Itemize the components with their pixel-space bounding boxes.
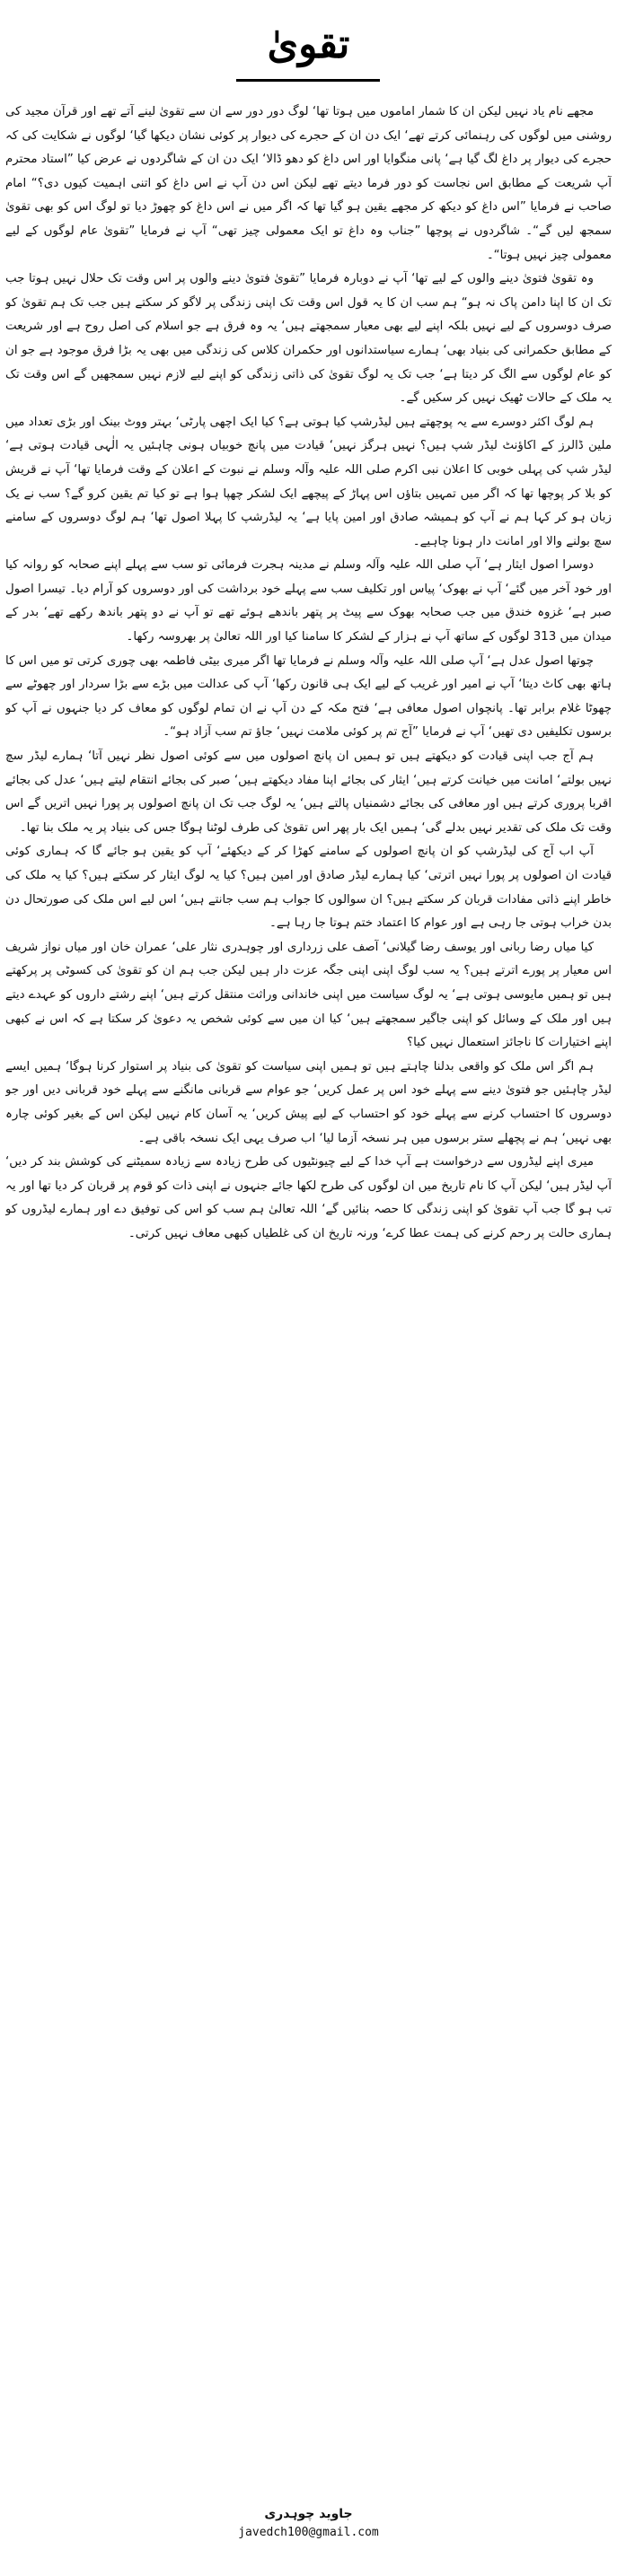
paragraph: مجھے نام یاد نہیں لیکن ان کا شمار اماموں میں ہوتا تھا‘ لوگ دور دور سے ان سے تقویٰ لینے آتے تھے اور قرآن مجید کی روشنی میں لوگوں کی رہنمائی کرتے تھے‘ ایک دن ان کے حجرے کی دیوار پر کوئی نشان دیکھا گیا‘ لوگوں نے شکایت کی کہ حجرے کی دیوار پر داغ لگ گیا ہے‘ پانی منگوایا اور اس داغ کو دھو ڈالا‘ ایک دن ان کے شاگردوں نے عرض کیا ”استاد محترم آپ شریعت کے مطابق اس نجاست کو دور فرما دیتے تھے لیکن اس دن آپ نے اس داغ کو اتنی اہمیت کیوں دی؟“ امام صاحب نے فرمایا ”اس داغ کو دیکھ کر مجھے یقین ہو گیا تھا کہ اگر میں نے اس داغ کو چھوڑ دیا تو لوگ اس کو بھی تقویٰ سمجھ لیں گے“۔ شاگردوں نے پوچھا ”جناب وہ داغ تو ایک معمولی چیز تھی“ آپ نے فرمایا ”تقویٰ عام لوگوں کے لیے معمولی چیز نہیں ہوتا“۔ [5, 105, 612, 262]
paragraph: چوتھا اصول عدل ہے‘ آپ صلی اللہ علیہ وآلہ وسلم نے فرمایا تھا اگر میری بیٹی فاطمہ بھی چوری کرتی تو میں اس کا ہاتھ بھی کاٹ دیتا‘ آپ نے امیر اور غریب کے لیے ایک ہی قانون رکھا‘ آپ کی عدالت میں بڑے سے بڑا سردار اور چھوٹے سے چھوٹا غلام برابر تھا۔ پانچواں اصول معافی ہے‘ فتح مکہ کے دن آپ نے ان تمام لوگوں کو معاف کر دیا جنہوں نے آپ کو برسوں تکلیفیں دی تھیں‘ آپ نے فرمایا ”آج تم پر کوئی ملامت نہیں‘ جاؤ تم سب آزاد ہو“۔ [5, 653, 612, 740]
author-name: جاوید چوہدری [264, 2507, 353, 2521]
paragraph: ہم آج جب اپنی قیادت کو دیکھتے ہیں تو ہمیں ان پانچ اصولوں میں سے کوئی اصول نظر نہیں آتا‘ ہمارے لیڈر سچ نہیں بولتے‘ امانت میں خیانت کرتے ہیں‘ ایثار کی بجائے اپنا مفاد دیکھتے ہیں‘ صبر کی بجائے انتقام لیتے ہیں‘ عدل کی بجائے اقربا پروری کرتے ہیں اور معافی کی بجائے دشمنیاں پالتے ہیں‘ یہ لوگ جب تک ان پانچ اصولوں پر پورا نہیں اتریں گے اس وقت تک ملک کی تقدیر نہیں بدلے گی‘ ہمیں ایک بار پھر اس تقویٰ کی طرف لوٹنا ہوگا جس کی بنیاد پر یہ ملک بنا تھا۔ [5, 749, 612, 835]
paragraph: آپ اب آج کی لیڈرشپ کو ان پانچ اصولوں کے سامنے کھڑا کر کے دیکھئے‘ آپ کو یقین ہو جائے گا کہ ہماری کوئی قیادت ان اصولوں پر پورا نہیں اترتی‘ کیا ہمارے لیڈر صادق اور امین ہیں؟ کیا یہ لوگ ایثار کر سکتے ہیں؟ کیا یہ ملک کی خاطر اپنے ذاتی مفادات قربان کر سکتے ہیں؟ ان سوالوں کا جواب ہم سب جانتے ہیں‘ اس لیے اس ملک کی صورتحال دن بدن خراب ہوتی جا رہی ہے اور عوام کا اعتماد ختم ہوتا جا رہا ہے۔ [5, 845, 612, 931]
article-title: تقویٰ [267, 22, 350, 67]
paragraph: دوسرا اصول ایثار ہے‘ آپ صلی اللہ علیہ وآلہ وسلم نے مدینہ ہجرت فرمائی تو سب سے پہلے اپنے صحابہ کو روانہ کیا اور خود آخر میں گئے‘ آپ نے بھوک‘ پیاس اور تکلیف سب سے پہلے خود برداشت کی اور دوسروں کو آرام دیا۔ تیسرا اصول صبر ہے‘ غزوہ خندق میں جب صحابہ بھوک سے پیٹ پر پتھر باندھے ہوئے تھے تو آپ نے دو پتھر باندھ رکھے تھے‘ بدر کے میدان میں 313 لوگوں کے ساتھ آپ نے ہزار کے لشکر کا سامنا کیا اور اللہ تعالیٰ پر بھروسہ رکھا۔ [5, 558, 612, 644]
author-email: javedch100@gmail.com [238, 2526, 379, 2539]
article-body [5, 101, 612, 2452]
paragraph: ہم لوگ اکثر دوسرے سے یہ پوچھتے ہیں لیڈرشپ کیا ہوتی ہے؟ کیا ایک اچھی پارٹی‘ بہتر ووٹ بینک اور بڑی تعداد میں ملین ڈالرز کے اکاؤنٹ لیڈر شپ ہیں؟ نہیں ہرگز نہیں‘ قیادت میں پانچ خوبیاں ہونی چاہئیں یہ الٰہی قیادت ہوتی ہے‘ لیڈر شپ کی پہلی خوبی کا اعلان نبی اکرم صلی اللہ علیہ وآلہ وسلم نے نبوت کے اعلان کے وقت فرمایا تھا‘ آپ نے قریش کو بلا کر پوچھا تھا کہ اگر میں تمہیں بتاؤں اس پہاڑ کے پیچھے ایک لشکر چھپا ہوا ہے تو کیا تم یقین کرو گے؟ سب نے یک زبان ہو کر کہا ہم نے آپ کو ہمیشہ صادق اور امین پایا ہے‘ یہ لیڈرشپ کا پہلا اصول تھا‘ ہم لوگ دوسروں کے سامنے سچ بولنے والا اور امانت دار ہونا چاہیے۔ [5, 415, 612, 548]
title-block [0, 20, 617, 83]
paragraph: کیا میاں رضا ربانی اور یوسف رضا گیلانی‘ آصف علی زرداری اور چوہدری نثار علی‘ عمران خان اور میاں نواز شریف اس معیار پر پورے اترتے ہیں؟ یہ سب لوگ اپنی اپنی جگہ عزت دار ہیں لیکن جب ہم ان کو تقویٰ کی کسوٹی پر پرکھتے ہیں تو ہمیں مایوسی ہوتی ہے‘ یہ لوگ سیاست میں اپنی خاندانی وراثت منتقل کرتے ہیں‘ اپنے رشتے داروں کو عہدے دیتے ہیں اور ملک کے وسائل کو اپنی جاگیر سمجھتے ہیں‘ کیا ان میں سے کوئی شخص یہ دعویٰ کر سکتا ہے کہ اس نے کبھی اپنے اختیارات کا ناجائز استعمال نہیں کیا؟ [5, 940, 612, 1050]
title-underline [236, 79, 380, 82]
paragraph: ہم اگر اس ملک کو واقعی بدلنا چاہتے ہیں تو ہمیں اپنی سیاست کو تقویٰ کی بنیاد پر استوار کرنا ہوگا‘ ہمیں ایسے لیڈر چاہئیں جو فتویٰ دینے سے پہلے خود اس پر عمل کریں‘ جو عوام سے قربانی مانگنے سے پہلے خود قربانی دیں اور جو دوسروں کا احتساب کرنے سے پہلے خود کو احتساب کے لیے پیش کریں‘ یہ آسان کام نہیں لیکن اس کے بغیر کوئی چارہ بھی نہیں‘ ہم نے پچھلے ستر برسوں میں ہر نسخہ آزما لیا‘ اب صرف یہی ایک نسخہ باقی ہے۔ [5, 1059, 612, 1145]
paragraph: وہ تقویٰ فتویٰ دینے والوں کے لیے تھا‘ آپ نے دوبارہ فرمایا ”تقویٰ فتویٰ دینے والوں پر اس وقت تک حلال نہیں ہوتا جب تک ان کا اپنا دامن پاک نہ ہو“ ہم سب ان کا یہ قول اس وقت تک اپنی زندگی پر لاگو کر سکتے ہیں جب تک ہم تقویٰ کو صرف دوسروں کے لیے نہیں بلکہ اپنے لیے بھی معیار سمجھتے ہیں‘ یہ وہ فرق ہے جو اسلام کی اصل روح ہے اور شریعت کے مطابق حکمرانی کی بنیاد بھی‘ ہمارے سیاستدانوں اور حکمران کلاس کی زندگی میں بھی یہ بڑا فرق موجود ہے جو ان کو عام لوگوں سے الگ کر دیتا ہے‘ جب تک یہ لوگ تقویٰ کی ذاتی زندگی کو اپنے لیے لازم نہیں سمجھیں گے اس وقت تک یہ ملک کے حالات ٹھیک نہیں کر سکیں گے۔ [5, 272, 612, 406]
author-block [0, 2504, 617, 2542]
paragraph: میری اپنے لیڈروں سے درخواست ہے آپ خدا کے لیے چیونٹیوں کی طرح زیادہ سے زیادہ سمیٹنے کی کوشش بند کر دیں‘ آپ لیڈر ہیں‘ لیکن آپ کا نام تاریخ میں ان لوگوں کی طرح لکھا جائے جنہوں نے اپنی ذات کو قوم پر قربان کر دیا تھا اور یہ تب ہو گا جب آپ تقویٰ کو اپنی زندگی کا حصہ بنائیں گے‘ اللہ تعالیٰ ہم سب کو اس کی توفیق دے اور ہمارے لیڈروں کو ہماری حالت پر رحم کرنے کی ہمت عطا کرے‘ ورنہ تاریخ ان کی غلطیاں کبھی معاف نہیں کرتی۔ [5, 1155, 612, 1240]
